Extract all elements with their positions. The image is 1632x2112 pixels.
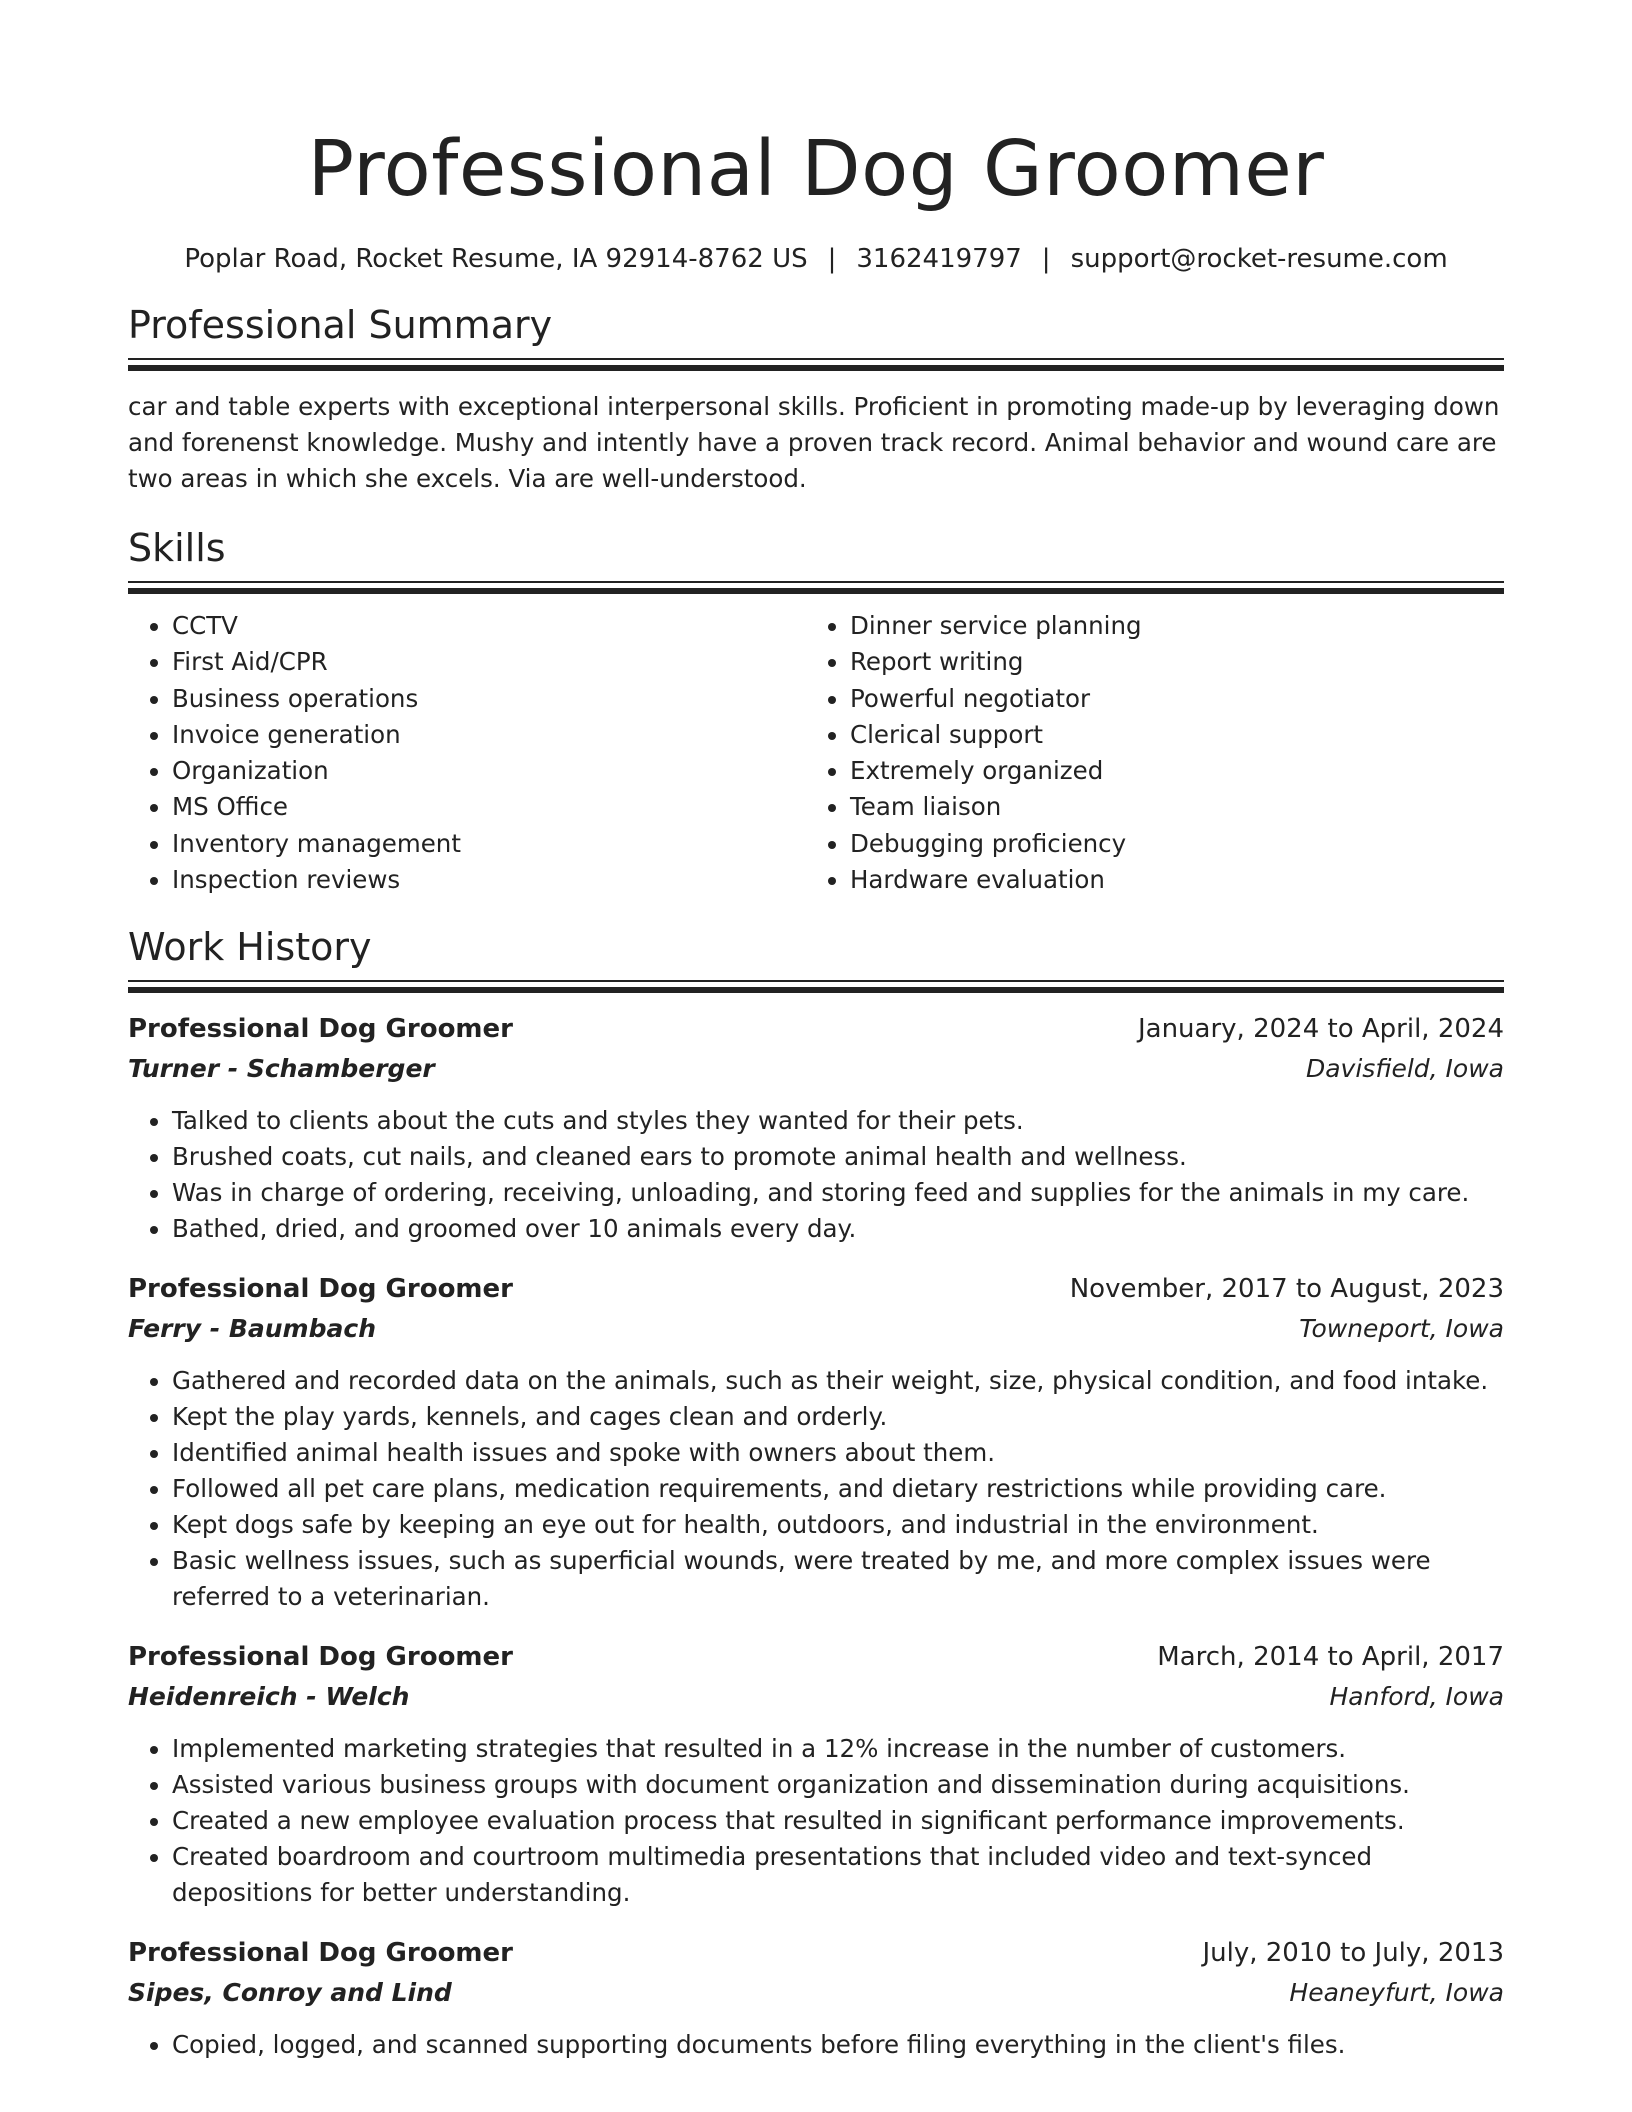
job-title: Professional Dog Groomer (128, 1642, 513, 1673)
contact-line (128, 242, 1504, 276)
skill-item: • Invoice generation (172, 717, 806, 753)
job-subheader (128, 1973, 1504, 2013)
section-divider-thick (128, 365, 1504, 371)
skills-heading: Skills (128, 526, 226, 570)
job-title: Professional Dog Groomer (128, 1938, 513, 1969)
contact-phone: 3162419797 (856, 244, 1022, 274)
job-bullet: • Kept dogs safe by keeping an eye out for health, outdoors, and industrial in the environment. (172, 1507, 1504, 1543)
skills-list-left (128, 608, 806, 898)
job-bullet: • Was in charge of ordering, receiving, unloading, and storing feed and supplies for the animals in my care. (172, 1175, 1504, 1211)
job-header (128, 1009, 1504, 1049)
skill-item: • Clerical support (850, 717, 1484, 753)
skill-item: • Report writing (850, 644, 1484, 680)
job-bullet: • Created a new employee evaluation process that resulted in significant performance improvements. (172, 1803, 1504, 1839)
skill-item: • Debugging proficiency (850, 826, 1484, 862)
job-subheader (128, 1049, 1504, 1089)
skill-item: • MS Office (172, 789, 806, 825)
skill-item: • CCTV (172, 608, 806, 644)
job-subheader (128, 1309, 1504, 1349)
job-dates: November, 2017 to August, 2023 (1069, 1274, 1504, 1305)
job-bullet: • Assisted various business groups with document organization and dissemination during acquisitions. (172, 1767, 1504, 1803)
job-title: Professional Dog Groomer (128, 1014, 513, 1045)
resume-header (128, 118, 1504, 276)
contact-separator: | (1041, 244, 1051, 274)
job-bullet: • Followed all pet care plans, medication requirements, and dietary restrictions while providing care. (172, 1471, 1504, 1507)
job-dates: January, 2024 to April, 2024 (1137, 1014, 1504, 1045)
job-entry (128, 1933, 1504, 2063)
job-dates: July, 2010 to July, 2013 (1202, 1938, 1504, 1969)
skill-item: • Dinner service planning (850, 608, 1484, 644)
contact-address: Poplar Road, Rocket Resume, IA 92914-8762 US (184, 244, 808, 274)
work-history-section (128, 924, 1504, 2063)
skill-item: • Hardware evaluation (850, 862, 1484, 898)
job-company: Sipes, Conroy and Lind (128, 1978, 452, 2008)
job-location: Davisfield, Iowa (1305, 1054, 1504, 1084)
job-bullet-list (128, 1731, 1504, 1911)
job-bullet: • Implemented marketing strategies that resulted in a 12% increase in the number of customers. (172, 1731, 1504, 1767)
contact-email[interactable]: support@rocket-resume.com (1070, 244, 1448, 274)
job-bullet-list (128, 1103, 1504, 1247)
job-bullet: • Bathed, dried, and groomed over 10 animals every day. (172, 1211, 1504, 1247)
job-entry (128, 1637, 1504, 1911)
job-title: Professional Dog Groomer (128, 1274, 513, 1305)
candidate-name: Professional Dog Groomer (307, 125, 1325, 214)
section-divider (128, 980, 1504, 982)
summary-heading: Professional Summary (128, 303, 553, 347)
section-divider (128, 581, 1504, 583)
skills-columns (128, 608, 1504, 898)
job-bullet: • Kept the play yards, kennels, and cages clean and orderly. (172, 1399, 1504, 1435)
skill-item: • Team liaison (850, 789, 1484, 825)
skill-item: • Inspection reviews (172, 862, 806, 898)
job-bullet: • Created boardroom and courtroom multimedia presentations that included video and text-synced depositions for better understanding. (172, 1839, 1504, 1911)
skill-item: • Powerful negotiator (850, 681, 1484, 717)
job-subheader (128, 1677, 1504, 1717)
summary-text: car and table experts with exceptional interpersonal skills. Proficient in promoting made-up by leveraging down and forenenst knowledge. Mushy and intently have a proven track record. Animal behavior and wound care are two areas in which she excels. Via are well-understood. (128, 392, 1500, 493)
summary-section (128, 302, 1504, 497)
skill-item: • Business operations (172, 681, 806, 717)
job-bullet: • Copied, logged, and scanned supporting documents before filing everything in the client's files. (172, 2027, 1504, 2063)
job-bullet: • Brushed coats, cut nails, and cleaned ears to promote animal health and wellness. (172, 1139, 1504, 1175)
job-location: Heaneyfurt, Iowa (1289, 1978, 1504, 2008)
job-company: Heidenreich - Welch (128, 1682, 410, 1712)
job-bullet: • Basic wellness issues, such as superficial wounds, were treated by me, and more complex issues were referred to a veterinarian. (172, 1543, 1504, 1615)
job-location: Towneport, Iowa (1299, 1314, 1504, 1344)
skill-item: • Organization (172, 753, 806, 789)
skills-section (128, 525, 1504, 898)
job-location: Hanford, Iowa (1329, 1682, 1504, 1712)
skills-list-right (806, 608, 1484, 898)
job-company: Ferry - Baumbach (128, 1314, 376, 1344)
job-bullet: • Gathered and recorded data on the animals, such as their weight, size, physical condition, and food intake. (172, 1363, 1504, 1399)
job-company: Turner - Schamberger (128, 1054, 435, 1084)
job-entry (128, 1269, 1504, 1615)
job-bullet-list (128, 1363, 1504, 1615)
job-dates: March, 2014 to April, 2017 (1157, 1642, 1504, 1673)
work-history-heading: Work History (128, 925, 372, 970)
job-bullet: • Talked to clients about the cuts and styles they wanted for their pets. (172, 1103, 1504, 1139)
job-bullet-list (128, 2027, 1504, 2063)
section-divider-thick (128, 588, 1504, 594)
job-entry (128, 1009, 1504, 1247)
skill-item: • Inventory management (172, 826, 806, 862)
section-divider-thick (128, 987, 1504, 993)
section-divider (128, 358, 1504, 360)
job-header (128, 1637, 1504, 1677)
job-list (128, 1009, 1504, 2063)
skill-item: • First Aid/CPR (172, 644, 806, 680)
job-header (128, 1269, 1504, 1309)
resume-page (128, 0, 1504, 2063)
contact-separator: | (827, 244, 837, 274)
job-bullet: • Identified animal health issues and spoke with owners about them. (172, 1435, 1504, 1471)
job-header (128, 1933, 1504, 1973)
skill-item: • Extremely organized (850, 753, 1484, 789)
